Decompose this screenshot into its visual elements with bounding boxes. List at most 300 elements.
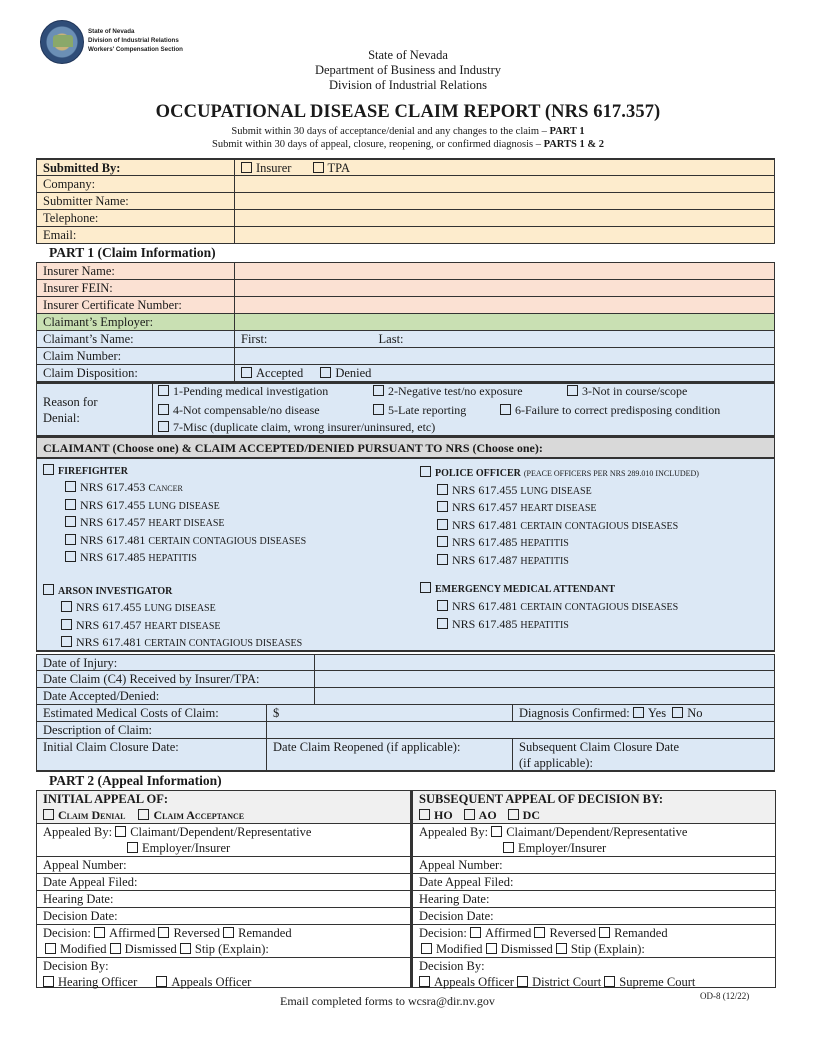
nrs-desc: HEPATITIS [520,620,569,631]
instructions-line-1 [0,125,816,138]
decision-label: Decision: [419,926,467,940]
denial-reason-6-checkbox[interactable] [500,403,720,418]
submitted-by-row [36,158,775,176]
accepted-checkbox[interactable] [241,366,303,380]
option-label: Denied [335,366,372,380]
checkbox-icon [61,636,72,647]
option-label: 6-Failure to correct predisposing condition [515,403,721,417]
checkbox-icon [158,404,169,415]
checkbox-icon [503,842,514,853]
police-officer-checkbox[interactable] [420,465,699,481]
checkbox-icon [420,466,431,477]
denied-checkbox[interactable] [320,366,371,380]
option-label: Claimant/Dependent/Representative [506,825,688,839]
option-label: DC [522,808,541,822]
nrs-desc: HEART DISEASE [144,621,221,632]
supreme-court-checkbox[interactable] [604,975,695,989]
initial-stip-checkbox[interactable] [180,942,269,956]
nrs-code: NRS 617.481 [452,518,518,532]
initial-remanded-checkbox[interactable] [223,926,291,940]
subsequent-remanded-checkbox[interactable] [599,926,667,940]
nrs-code: NRS 617.455 [80,498,146,512]
checkbox-icon [604,976,615,987]
diagnosis-confirmed-label: Diagnosis Confirmed: [519,706,630,720]
insurer-name-field[interactable] [234,263,774,279]
label-line: Reason for [43,395,98,409]
option-label: Yes [647,706,667,720]
checkbox-icon [437,600,448,611]
employer-field[interactable] [234,314,774,330]
option-label: Modified [60,942,107,956]
instructions-line-2 [0,138,816,151]
initial-appeal-title: INITIAL APPEAL OF: [43,792,169,806]
checkbox-icon [437,536,448,547]
option-label: 2-Negative test/no exposure [388,384,523,398]
checkbox-icon [633,707,644,718]
checkbox-icon [43,464,54,475]
subsequent-appeals-officer-checkbox[interactable] [419,975,514,989]
initial-date-filed-field[interactable]: Date Appeal Filed: [37,874,410,891]
date-c4-received-label: Date Claim (C4) Received by Insurer/TPA: [43,672,260,686]
checkbox-icon [437,519,448,530]
subsequent-date-filed-field[interactable]: Date Appeal Filed: [413,874,775,891]
nrs-code: NRS 617.485 [452,617,518,631]
insurer-cert-row [36,297,775,314]
instruction-bold: PARTS 1 & 2 [543,139,604,150]
date-accepted-denied-row [36,688,775,705]
option-label: ARSON INVESTIGATOR [58,586,173,597]
claim-disposition-options [234,365,774,381]
subsequent-appeal-title: SUBSEQUENT APPEAL OF DECISION BY: [419,792,664,806]
checkbox-icon [94,927,105,938]
closure-dates-row [36,739,775,772]
denial-reason-4-checkbox[interactable] [158,403,320,418]
option-label: Claimant/Dependent/Representative [130,825,312,839]
denial-reason-3-checkbox[interactable] [567,384,687,399]
checkbox-icon [556,943,567,954]
decision-by-label: Decision By: [43,959,109,973]
initial-hearing-date-field[interactable]: Hearing Date: [37,891,410,908]
claim-disposition-row [36,365,775,382]
nrs-desc: CERTAIN CONTAGIOUS DISEASES [148,536,307,547]
insurer-checkbox[interactable] [241,161,291,175]
checkbox-icon [65,481,76,492]
arson-nrs-457-checkbox[interactable] [61,618,221,634]
option-label: FIREFIGHTER [58,466,129,477]
initial-claimant-checkbox[interactable] [115,825,311,839]
firefighter-checkbox[interactable] [43,463,128,479]
initial-appeal-number-field[interactable]: Appeal Number: [37,857,410,874]
tpa-checkbox[interactable] [313,161,350,175]
subsequent-appealed-by [413,824,775,857]
checkbox-icon [43,976,54,987]
option-label: Accepted [256,366,304,380]
checkbox-icon [45,943,56,954]
initial-affirmed-checkbox[interactable] [94,926,155,940]
claim-disposition-label: Claim Disposition: [43,366,138,380]
checkbox-icon [110,943,121,954]
date-reopened-field[interactable]: Date Claim Reopened (if applicable): [266,739,512,770]
arson-nrs-455-checkbox[interactable] [61,600,216,616]
nrs-code: NRS 617.455 [76,600,142,614]
currency-symbol: $ [273,706,280,720]
option-label: Dismissed [124,942,177,956]
diagnosis-confirmed [512,705,774,721]
checkbox-icon [421,943,432,954]
checkbox-icon [127,842,138,853]
claim-denial-checkbox[interactable] [43,808,125,822]
checkbox-icon [486,943,497,954]
claimant-type-block [36,458,775,652]
nrs-code: NRS 617.457 [80,515,146,529]
checkbox-icon [223,927,234,938]
option-label: Claim Denial [58,808,126,822]
arson-nrs-481-checkbox[interactable] [61,635,302,651]
subsequent-claimant-checkbox[interactable] [491,825,687,839]
option-label: Appeals Officer [171,975,252,989]
checkbox-icon [464,809,475,820]
initial-dismissed-checkbox[interactable] [110,942,177,956]
subsequent-employer-checkbox[interactable] [419,840,769,856]
nrs-desc: HEART DISEASE [148,518,225,529]
checkbox-icon [65,534,76,545]
checkbox-icon [470,927,481,938]
insurer-name-row [36,262,775,280]
claim-acceptance-checkbox[interactable] [138,808,244,822]
subsequent-appeal-header [413,791,775,824]
checkbox-icon [419,809,430,820]
checkbox-icon [43,809,54,820]
claim-number-label: Claim Number: [43,349,122,363]
checkbox-icon [115,826,126,837]
option-label: HO [434,808,453,822]
denial-reason-7-checkbox[interactable] [158,420,435,435]
option-label: Appeals Officer [434,975,514,989]
claim-number-row [36,348,775,365]
initial-closure-date-field[interactable]: Initial Claim Closure Date: [43,740,179,754]
checkbox-icon [180,943,191,954]
nrs-desc: HEPATITIS [148,553,197,564]
option-label: Employer/Insurer [518,841,607,855]
agency-header [0,48,816,93]
insurer-cert-label: Insurer Certificate Number: [43,298,182,312]
nrs-desc: LUNG DISEASE [148,501,220,512]
initial-reversed-checkbox[interactable] [158,926,220,940]
subsequent-decision [413,925,775,958]
dc-checkbox[interactable] [508,808,540,822]
date-c4-received-field[interactable] [314,671,774,687]
diagnosis-yes-checkbox[interactable] [633,706,666,720]
option-label: 7-Misc (duplicate claim, wrong insurer/uninsured, etc) [173,420,436,434]
initial-decision [37,925,410,958]
part2-title: PART 2 (Appeal Information) [49,773,222,788]
police-nrs-487-checkbox[interactable] [437,553,569,569]
checkbox-icon [241,367,252,378]
email-row [36,227,775,244]
checkbox-icon [158,385,169,396]
police-nrs-455-checkbox[interactable] [437,483,592,499]
claimant-type-header: CLAIMANT (Choose one) & CLAIM ACCEPTED/DENIED PURSUANT TO NRS (Choose one): [43,441,543,455]
company-field[interactable] [234,176,774,192]
option-label: 5-Late reporting [388,403,467,417]
police-nrs-485-checkbox[interactable] [437,535,569,551]
ema-checkbox[interactable] [420,581,615,597]
company-row [36,176,775,193]
date-of-injury-label: Date of Injury: [43,656,118,670]
nrs-code: NRS 617.485 [452,535,518,549]
option-label: Stip (Explain): [570,942,645,956]
checkbox-icon [43,584,54,595]
option-label: Remanded [614,926,668,940]
checkbox-icon [65,551,76,562]
ho-checkbox[interactable] [419,808,453,822]
insurer-fein-label: Insurer FEIN: [43,281,113,295]
initial-decision-by [37,958,410,989]
option-label: Reversed [549,926,596,940]
claimant-name-field[interactable] [234,331,774,347]
arson-investigator-checkbox[interactable] [43,583,172,599]
submitter-type-options [234,160,774,175]
description-label: Description of Claim: [43,723,153,737]
checkbox-icon [420,582,431,593]
nrs-code: NRS 617.455 [452,483,518,497]
nrs-code: NRS 617.487 [452,553,518,567]
denial-reason-1-checkbox[interactable] [158,384,328,399]
checkbox-icon [158,927,169,938]
checkbox-icon [517,976,528,987]
insurer-fein-field[interactable] [234,280,774,296]
nrs-desc: LUNG DISEASE [520,486,592,497]
decision-by-label: Decision By: [419,959,485,973]
nrs-desc: HEPATITIS [520,538,569,549]
subsequent-dismissed-checkbox[interactable] [486,942,553,956]
firefighter-nrs-457-checkbox[interactable] [65,515,225,531]
option-label: Supreme Court [619,975,696,989]
checkbox-icon [599,927,610,938]
firefighter-nrs-455-checkbox[interactable] [65,498,220,514]
subsequent-appeal-number-field[interactable]: Appeal Number: [413,857,775,874]
submitted-by-label: Submitted By: [43,161,121,175]
checkbox-icon [437,618,448,629]
date-accepted-denied-field[interactable] [314,688,774,704]
appealed-by-label: Appealed By: [43,825,113,839]
nrs-desc: CERTAIN CONTAGIOUS DISEASES [520,521,679,532]
subsequent-reversed-checkbox[interactable] [534,926,596,940]
denial-reason-2-checkbox[interactable] [373,384,523,399]
logo-line: Division of Industrial Relations [88,37,179,44]
option-label: Remanded [238,926,292,940]
nrs-code: NRS 617.481 [80,533,146,547]
description-field[interactable] [266,722,774,738]
option-note: (PEACE OFFICERS PER NRS 289.010 INCLUDED) [523,469,699,478]
nrs-code: NRS 617.457 [452,500,518,514]
subsequent-closure-date-field[interactable] [512,739,774,770]
claimant-type-header-row [36,436,775,458]
telephone-label: Telephone: [43,211,99,225]
district-court-checkbox[interactable] [517,975,601,989]
ema-nrs-485-checkbox[interactable] [437,617,569,633]
company-label: Company: [43,177,96,191]
nrs-desc: LUNG DISEASE [144,603,216,614]
initial-appeal-header [37,791,410,824]
checkbox-icon [158,421,169,432]
employer-label: Claimant’s Employer: [43,315,154,329]
telephone-row [36,210,775,227]
checkbox-icon [534,927,545,938]
date-accepted-denied-label: Date Accepted/Denied: [43,689,160,703]
option-label: Reversed [173,926,220,940]
subsequent-modified-checkbox[interactable] [421,942,483,956]
checkbox-icon [138,809,149,820]
option-label: 1-Pending medical investigation [173,384,329,398]
option-label: Claim Acceptance [153,808,245,822]
checkbox-icon [156,976,167,987]
subsequent-affirmed-checkbox[interactable] [470,926,531,940]
email-field[interactable] [234,227,774,243]
footer-email-instruction: Email completed forms to wcsra@dir.nv.gov [280,994,495,1008]
instruction-text: Submit within 30 days of appeal, closure, reopening, or confirmed diagnosis – [212,139,544,150]
checkbox-icon [491,826,502,837]
appealed-by-label: Appealed By: [419,825,489,839]
instruction-bold: PART 1 [549,126,585,137]
subsequent-decision-date-field[interactable]: Decision Date: [413,908,775,925]
claim-number-field[interactable] [234,348,774,364]
part1-title: PART 1 (Claim Information) [49,245,216,260]
checkbox-icon [508,809,519,820]
option-label: Affirmed [109,926,156,940]
denial-reason-5-checkbox[interactable] [373,403,466,418]
email-label: Email: [43,228,77,242]
header-line: Department of Business and Industry [314,63,502,77]
checkbox-icon [373,404,384,415]
subsequent-appeal-panel [410,790,776,988]
nrs-code: NRS 617.457 [76,618,142,632]
option-label: No [687,706,703,720]
submitter-name-field[interactable] [234,193,774,209]
subsequent-stip-checkbox[interactable] [556,942,645,956]
insurer-name-label: Insurer Name: [43,264,115,278]
checkbox-icon [313,162,324,173]
logo-line: Workers' Compensation Section [88,46,183,53]
checkbox-icon [437,554,448,565]
description-row [36,722,775,739]
nrs-code: NRS 617.485 [80,550,146,564]
decision-label: Decision: [43,926,91,940]
option-label: Insurer [256,161,292,175]
firefighter-nrs-485-checkbox[interactable] [65,550,197,566]
initial-employer-checkbox[interactable] [43,840,404,856]
police-nrs-457-checkbox[interactable] [437,500,597,516]
option-label: TPA [327,161,350,175]
subsequent-decision-by [413,958,775,989]
checkbox-icon [320,367,331,378]
date-c4-received-row [36,671,775,688]
page-title: OCCUPATIONAL DISEASE CLAIM REPORT (NRS 617.357) [155,102,661,122]
submitter-name-row [36,193,775,210]
claimant-name-row [36,331,775,348]
firefighter-nrs-481-checkbox[interactable] [65,533,306,549]
label-line: Denial: [43,411,80,425]
logo-line: State of Nevada [88,28,135,35]
option-label: District Court [532,975,602,989]
diagnosis-no-checkbox[interactable] [669,706,702,720]
initial-decision-date-field[interactable]: Decision Date: [37,908,410,925]
reason-for-denial-row [36,382,775,436]
insurer-cert-field[interactable] [234,297,774,313]
option-label: 3-Not in course/scope [582,384,688,398]
employer-row [36,314,775,331]
date-of-injury-field[interactable] [314,655,774,670]
insurer-fein-row [36,280,775,297]
checkbox-icon [437,501,448,512]
initial-appeals-officer-checkbox[interactable] [156,975,251,989]
checkbox-icon [241,162,252,173]
reason-for-denial-label [37,384,152,435]
checkbox-icon [61,601,72,612]
nrs-desc: CERTAIN CONTAGIOUS DISEASES [144,638,303,649]
last-name-label: Last: [378,332,404,346]
subsequent-hearing-date-field[interactable]: Hearing Date: [413,891,775,908]
option-label: Hearing Officer [58,975,138,989]
option-label: 4-Not compensable/no disease [173,403,320,417]
label-line: (if applicable): [519,756,593,770]
header-line: State of Nevada [368,48,448,62]
checkbox-icon [419,976,430,987]
instruction-text: Submit within 30 days of acceptance/denial and any changes to the claim – [231,126,550,137]
est-costs-label: Estimated Medical Costs of Claim: [43,706,219,720]
nrs-code: NRS 617.453 [80,480,146,494]
first-name-label: First: [241,332,268,346]
claimant-name-label: Claimant’s Name: [43,332,134,346]
checkbox-icon [373,385,384,396]
nrs-desc: CERTAIN CONTAGIOUS DISEASES [520,602,679,613]
option-label: Employer/Insurer [142,841,231,855]
checkbox-icon [65,499,76,510]
option-label: AO [478,808,497,822]
telephone-field[interactable] [234,210,774,226]
ao-checkbox[interactable] [464,808,497,822]
initial-modified-checkbox[interactable] [45,942,107,956]
nrs-desc: Cancer [148,482,183,494]
initial-appealed-by [37,824,410,857]
form-id: OD-8 (12/22) [700,991,750,1001]
police-nrs-481-checkbox[interactable] [437,518,678,534]
option-label: EMERGENCY MEDICAL ATTENDANT [435,584,616,595]
ema-nrs-481-checkbox[interactable] [437,599,678,615]
checkbox-icon [65,516,76,527]
est-costs-field[interactable] [266,705,512,721]
option-label: Modified [436,942,483,956]
option-label: Dismissed [500,942,553,956]
date-of-injury-row [36,654,775,671]
hearing-officer-checkbox[interactable] [43,975,137,989]
checkbox-icon [437,484,448,495]
initial-appeal-panel [36,790,410,988]
submitter-name-label: Submitter Name: [43,194,129,208]
nrs-desc: HEPATITIS [520,556,569,567]
firefighter-nrs-453-checkbox[interactable] [65,480,183,496]
nrs-code: NRS 617.481 [76,635,142,649]
checkbox-icon [61,619,72,630]
option-label: POLICE OFFICER [435,468,521,479]
checkbox-icon [567,385,578,396]
est-costs-row [36,705,775,722]
checkbox-icon [672,707,683,718]
denial-reasons [152,384,774,435]
option-label: Affirmed [485,926,532,940]
nrs-desc: HEART DISEASE [520,503,597,514]
option-label: Stip (Explain): [194,942,269,956]
